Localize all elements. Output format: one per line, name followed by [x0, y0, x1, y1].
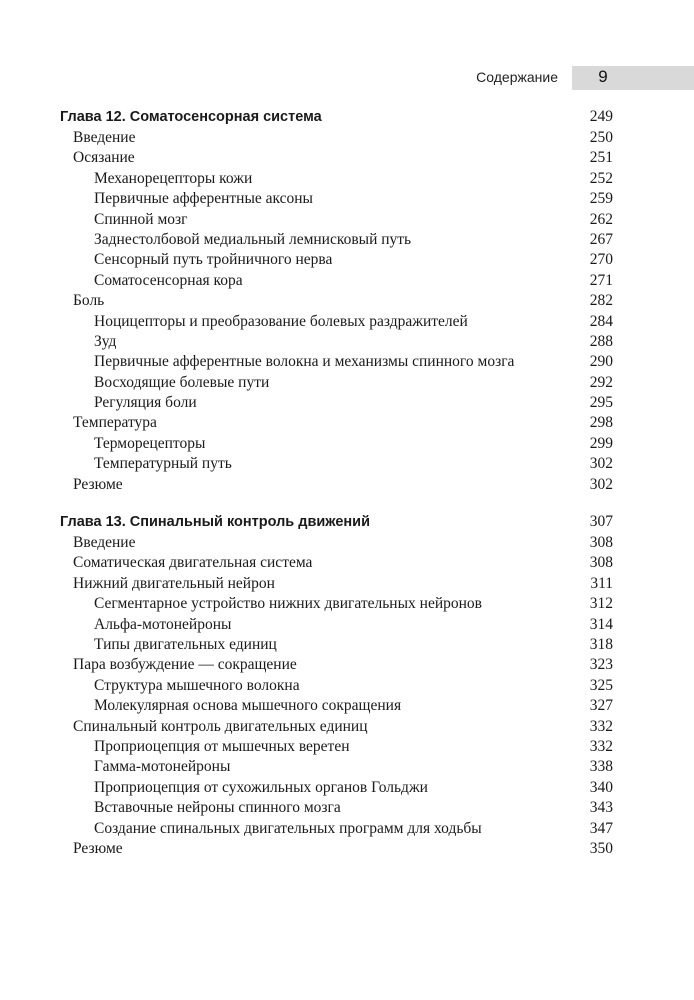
entry-title: Пара возбуждение — сокращение	[73, 656, 297, 674]
entry-title: Осязание	[73, 149, 135, 167]
table-of-contents	[60, 106, 613, 859]
toc-subsection-entry[interactable]	[60, 271, 613, 291]
entry-page-number: 338	[589, 758, 613, 776]
entry-title: Первичные афферентные аксоны	[94, 190, 313, 208]
toc-section-entry[interactable]	[60, 655, 613, 675]
entry-page-number: 284	[589, 312, 613, 330]
entry-title: Структура мышечного волокна	[94, 676, 300, 694]
entry-page-number: 308	[589, 534, 613, 552]
running-head	[0, 66, 694, 90]
entry-page-number: 325	[589, 676, 613, 694]
entry-page-number: 311	[590, 574, 613, 592]
entry-page-number: 252	[589, 169, 613, 187]
entry-page-number: 340	[589, 778, 613, 796]
entry-page-number: 302	[589, 475, 613, 493]
chapter-heading[interactable]	[60, 511, 613, 533]
entry-title: Соматическая двигательная система	[73, 554, 313, 572]
entry-title: Регуляция боли	[94, 394, 197, 412]
entry-title: Сенсорный путь тройничного нерва	[94, 251, 333, 269]
entry-page-number: 288	[589, 332, 613, 350]
entry-page-number: 270	[589, 251, 613, 269]
entry-page-number: 323	[589, 656, 613, 674]
entry-title: Резюме	[73, 839, 123, 857]
toc-subsection-entry[interactable]	[60, 778, 613, 798]
toc-subsection-entry[interactable]	[60, 798, 613, 818]
entry-title: Вставочные нейроны спинного мозга	[94, 799, 341, 817]
toc-section-entry[interactable]	[60, 291, 613, 311]
entry-page-number: 312	[589, 595, 613, 613]
toc-section-entry[interactable]	[60, 413, 613, 433]
entry-title: Температура	[73, 414, 157, 432]
entry-page-number: 332	[589, 717, 613, 735]
entry-title: Заднестолбовой медиальный лемнисковый путь	[94, 230, 412, 248]
toc-subsection-entry[interactable]	[60, 230, 613, 250]
entry-title: Создание спинальных двигательных программ для ходьбы	[94, 819, 482, 837]
toc-subsection-entry[interactable]	[60, 373, 613, 393]
toc-subsection-entry[interactable]	[60, 189, 613, 209]
toc-subsection-entry[interactable]	[60, 434, 613, 454]
toc-subsection-entry[interactable]	[60, 454, 613, 474]
entry-title: Соматосенсорная кора	[94, 271, 243, 289]
toc-subsection-entry[interactable]	[60, 757, 613, 777]
entry-title: Введение	[73, 534, 136, 552]
toc-section-entry[interactable]	[60, 839, 613, 859]
entry-page-number: 292	[589, 373, 613, 391]
entry-title: Гамма-мотонейроны	[94, 758, 231, 776]
entry-title: Спинной мозг	[94, 210, 188, 228]
entry-title: Механорецепторы кожи	[94, 169, 253, 187]
entry-title: Типы двигательных единиц	[94, 635, 277, 653]
entry-page-number: 350	[589, 839, 613, 857]
toc-subsection-entry[interactable]	[60, 210, 613, 230]
toc-section-entry[interactable]	[60, 717, 613, 737]
chapter-title: Глава 12. Соматосенсорная система	[60, 109, 322, 125]
entry-title: Проприоцепция от сухожильных органов Гольджи	[94, 778, 428, 796]
entry-page-number: 308	[589, 554, 613, 572]
entry-page-number: 267	[589, 230, 613, 248]
toc-subsection-entry[interactable]	[60, 696, 613, 716]
entry-title: Спинальный контроль двигательных единиц	[73, 717, 368, 735]
page-number-tab	[572, 66, 694, 90]
chapter-spacer	[60, 495, 613, 511]
entry-title: Терморецепторы	[94, 434, 206, 452]
page-number: 9	[598, 67, 608, 86]
entry-page-number: 295	[589, 394, 613, 412]
running-head-title: Содержание	[476, 69, 558, 85]
toc-subsection-entry[interactable]	[60, 169, 613, 189]
toc-section-entry[interactable]	[60, 148, 613, 168]
entry-page-number: 332	[589, 737, 613, 755]
toc-subsection-entry[interactable]	[60, 819, 613, 839]
toc-subsection-entry[interactable]	[60, 393, 613, 413]
toc-subsection-entry[interactable]	[60, 250, 613, 270]
chapter-page-number: 249	[589, 108, 613, 125]
toc-section-entry[interactable]	[60, 574, 613, 594]
toc-subsection-entry[interactable]	[60, 312, 613, 332]
chapter-title: Глава 13. Спинальный контроль движений	[60, 514, 371, 531]
entry-page-number: 318	[589, 635, 613, 653]
entry-title: Альфа-мотонейроны	[94, 615, 232, 633]
entry-page-number: 327	[589, 697, 613, 715]
entry-title: Ноцицепторы и преобразование болевых раздражителей	[94, 312, 468, 330]
toc-section-entry[interactable]	[60, 128, 613, 148]
entry-title: Проприоцепция от мышечных веретен	[94, 737, 350, 755]
entry-title: Введение	[73, 129, 136, 146]
entry-page-number: 314	[589, 615, 613, 633]
toc-subsection-entry[interactable]	[60, 615, 613, 635]
entry-title: Молекулярная основа мышечного сокращения	[94, 697, 402, 715]
toc-subsection-entry[interactable]	[60, 352, 613, 372]
chapter-heading[interactable]	[60, 106, 613, 128]
entry-page-number: 262	[589, 210, 613, 228]
entry-page-number: 298	[589, 414, 613, 432]
entry-page-number: 343	[589, 799, 613, 817]
entry-page-number: 259	[589, 190, 613, 208]
entry-page-number: 299	[589, 434, 613, 452]
toc-section-entry[interactable]	[60, 533, 613, 553]
entry-title: Нижний двигательный нейрон	[73, 574, 275, 592]
toc-subsection-entry[interactable]	[60, 594, 613, 614]
toc-subsection-entry[interactable]	[60, 635, 613, 655]
toc-subsection-entry[interactable]	[60, 676, 613, 696]
entry-title: Зуд	[94, 332, 117, 350]
entry-title: Первичные афферентные волокна и механизмы спинного мозга	[94, 353, 515, 371]
chapter-page-number: 307	[589, 513, 613, 531]
entry-title: Температурный путь	[94, 455, 232, 473]
entry-page-number: 290	[589, 353, 613, 371]
entry-page-number: 271	[589, 271, 613, 289]
entry-page-number: 251	[589, 149, 613, 167]
toc-section-entry[interactable]	[60, 553, 613, 573]
entry-title: Сегментарное устройство нижних двигательных нейронов	[94, 595, 482, 613]
toc-section-entry[interactable]	[60, 475, 613, 495]
entry-title: Боль	[73, 292, 105, 310]
entry-title: Резюме	[73, 475, 123, 493]
entry-page-number: 302	[589, 455, 613, 473]
entry-title: Восходящие болевые пути	[94, 373, 270, 391]
entry-page-number: 250	[589, 129, 613, 146]
toc-subsection-entry[interactable]	[60, 737, 613, 757]
entry-page-number: 282	[589, 292, 613, 310]
toc-subsection-entry[interactable]	[60, 332, 613, 352]
entry-page-number: 347	[589, 819, 613, 837]
